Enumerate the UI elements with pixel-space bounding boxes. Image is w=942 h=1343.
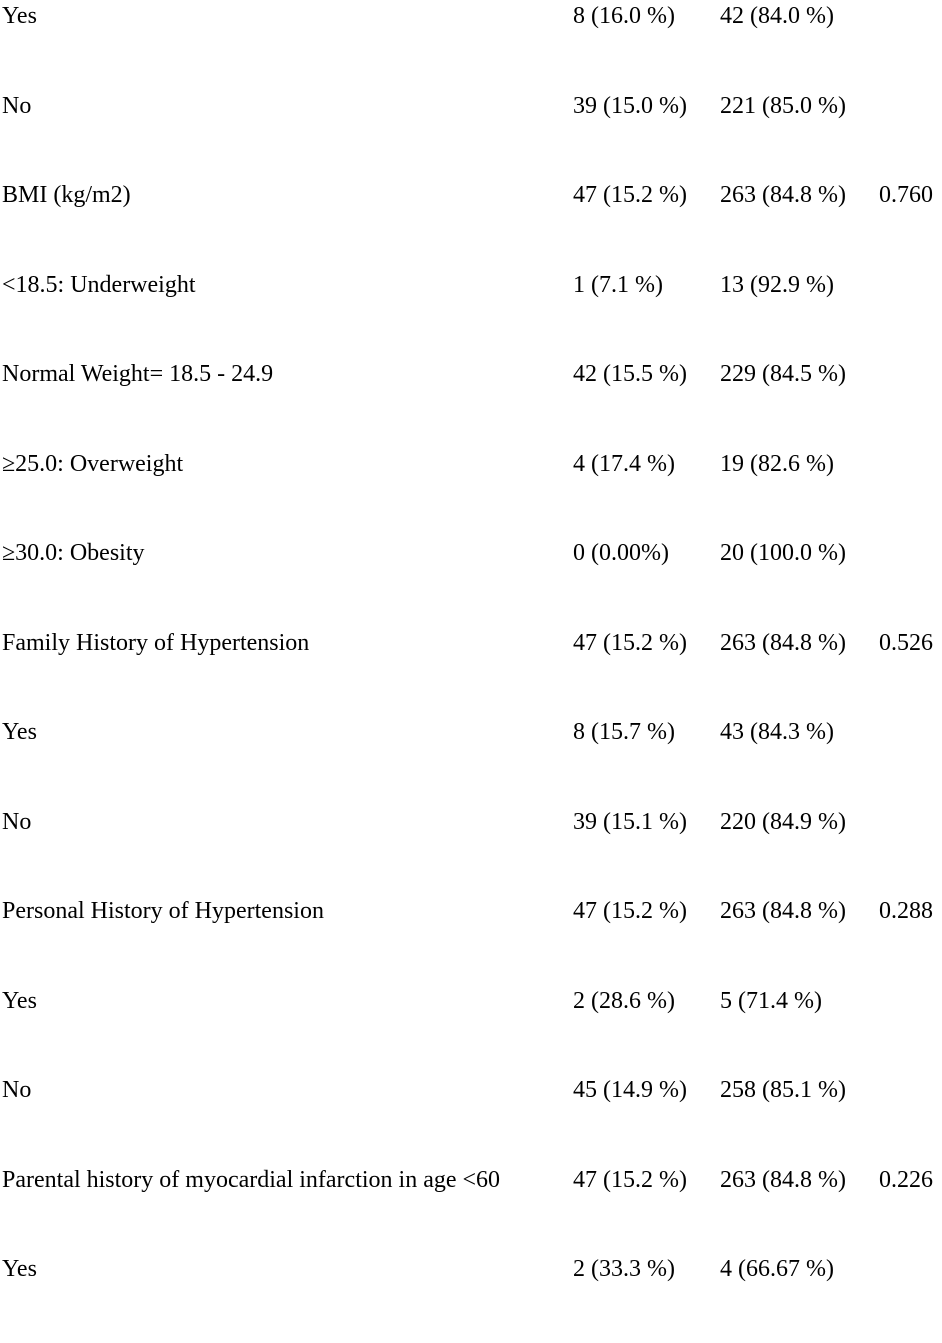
table-row — [0, 1164, 942, 1254]
row-label: No — [2, 1077, 32, 1103]
row-label: No — [2, 92, 32, 119]
col-a-value: 47 (15.2 %) — [573, 182, 687, 208]
col-a-value: 39 (15.0 %) — [573, 92, 687, 119]
row-label: Family History of Hypertension — [2, 629, 310, 656]
table-row — [0, 985, 942, 1075]
col-a-value: 42 (15.5 %) — [573, 361, 687, 387]
col-b-value: 5 (71.4 %) — [720, 987, 822, 1014]
row-label: <18.5: Underweight — [2, 271, 196, 298]
col-a-value: 4 (17.4 %) — [573, 450, 675, 477]
table-row — [0, 716, 942, 806]
col-a-value: 0 (0.00%) — [573, 540, 669, 566]
row-label: Yes — [2, 719, 37, 745]
col-a-value: 47 (15.2 %) — [573, 629, 687, 656]
p-value: 0.226 — [879, 1166, 933, 1193]
row-label: Parental history of myocardial infarction in age <60 — [2, 1166, 501, 1193]
col-a-value: 8 (15.7 %) — [573, 719, 675, 745]
col-a-value: 2 (28.6 %) — [573, 987, 675, 1014]
table-row — [0, 90, 942, 180]
col-b-value: 221 (85.0 %) — [720, 92, 846, 119]
table-row — [0, 537, 942, 627]
col-b-value: 220 (84.9 %) — [720, 808, 846, 835]
row-label: Yes — [2, 3, 37, 29]
p-value: 0.760 — [879, 182, 933, 208]
p-value: 0.526 — [879, 629, 933, 656]
col-a-value: 1 (7.1 %) — [573, 271, 663, 298]
p-value: 0.288 — [879, 898, 933, 924]
row-label: ≥30.0: Obesity — [2, 540, 145, 566]
col-b-value: 258 (85.1 %) — [720, 1077, 846, 1103]
table-row — [0, 179, 942, 269]
col-a-value: 47 (15.2 %) — [573, 1166, 687, 1193]
table-row — [0, 806, 942, 896]
row-label: ≥25.0: Overweight — [2, 450, 184, 477]
row-label: Personal History of Hypertension — [2, 898, 324, 924]
table-row — [0, 0, 942, 90]
col-a-value: 45 (14.9 %) — [573, 1077, 687, 1103]
col-b-value: 19 (82.6 %) — [720, 450, 834, 477]
col-b-value: 43 (84.3 %) — [720, 719, 834, 745]
col-b-value: 229 (84.5 %) — [720, 361, 846, 387]
col-b-value: 263 (84.8 %) — [720, 182, 846, 208]
row-label: Yes — [2, 1256, 37, 1282]
col-b-value: 13 (92.9 %) — [720, 271, 834, 298]
col-b-value: 20 (100.0 %) — [720, 540, 846, 566]
col-b-value: 263 (84.8 %) — [720, 629, 846, 656]
col-a-value: 2 (33.3 %) — [573, 1256, 675, 1282]
row-label: No — [2, 808, 32, 835]
row-label: BMI (kg/m2) — [2, 182, 131, 208]
col-a-value: 47 (15.2 %) — [573, 898, 687, 924]
table-row — [0, 358, 942, 448]
col-b-value: 42 (84.0 %) — [720, 3, 834, 29]
col-a-value: 39 (15.1 %) — [573, 808, 687, 835]
col-b-value: 263 (84.8 %) — [720, 1166, 846, 1193]
table-row — [0, 1074, 942, 1164]
table-row — [0, 627, 942, 717]
row-label: Normal Weight= 18.5 - 24.9 — [2, 361, 274, 387]
col-b-value: 263 (84.8 %) — [720, 898, 846, 924]
table-row — [0, 269, 942, 359]
table-row — [0, 448, 942, 538]
table-row — [0, 1253, 942, 1343]
col-a-value: 8 (16.0 %) — [573, 3, 675, 29]
col-b-value: 4 (66.67 %) — [720, 1256, 834, 1282]
table-row — [0, 895, 942, 985]
row-label: Yes — [2, 987, 37, 1014]
